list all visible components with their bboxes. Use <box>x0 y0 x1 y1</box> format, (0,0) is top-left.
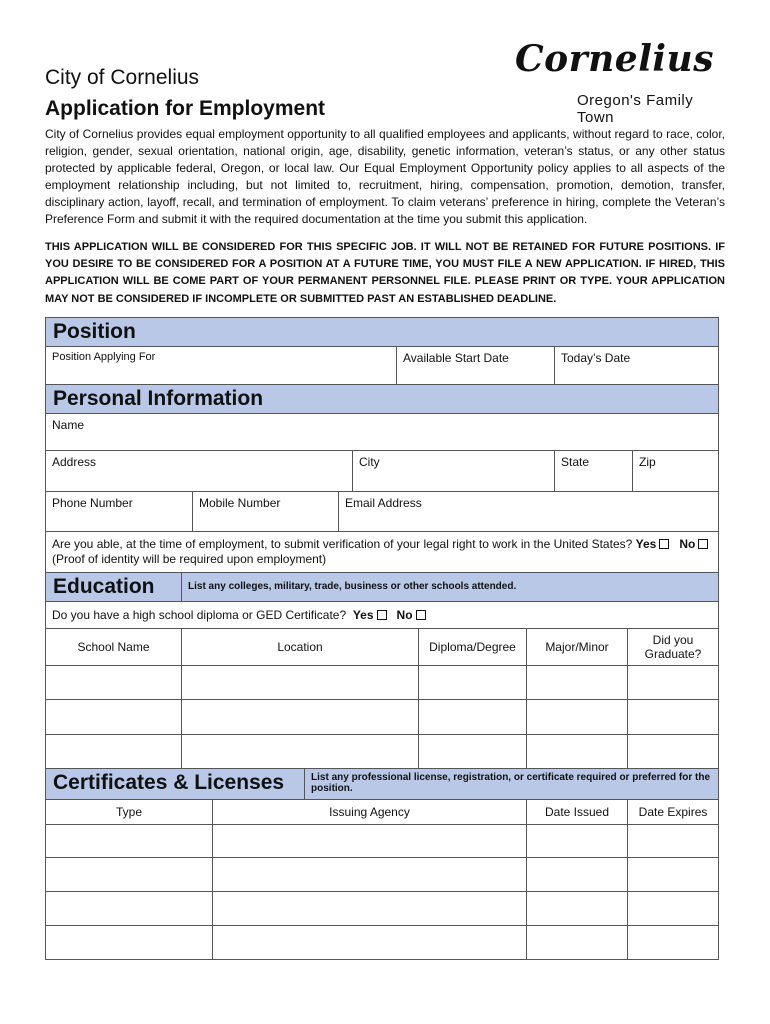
zip-label: Zip <box>639 455 656 469</box>
diploma-degree-cell[interactable] <box>419 700 527 735</box>
address-label: Address <box>52 455 97 469</box>
personal-section-header <box>46 385 719 414</box>
application-notice: THIS APPLICATION WILL BE CONSIDERED FOR THIS SPECIFIC JOB. IT WILL NOT BE RETAINED FOR FUTURE POSITIONS. IF YOU DESIRE TO BE CONSIDERED FOR A POSITION AT A FUTURE TIME, YOU MUST FILE A NEW APPLICATION. IF HIRED, THIS APPLICATION WILL BE COME PART OF YOUR PERMANENT PERSONNEL FILE. PLEASE PRINT OR TYPE. YOUR APPLICATION MAY NOT BE CONSIDERED IF INCOMPLETE OR SUBMITTED PAST AN ESTABLISHED DEADLINE. <box>45 241 725 305</box>
cornelius-logo <box>515 38 715 126</box>
issuing-agency-cell[interactable] <box>213 892 527 926</box>
graduated-cell[interactable] <box>628 735 719 770</box>
education-row <box>46 700 719 735</box>
city-name: City of Cornelius <box>45 66 200 89</box>
diploma-question-row <box>46 602 719 629</box>
certificate-row <box>46 892 719 926</box>
date-issued-cell[interactable] <box>527 825 628 858</box>
name-label: Name <box>52 418 85 432</box>
diploma-no-checkbox[interactable] <box>416 610 426 620</box>
todays-date-field[interactable] <box>555 347 719 385</box>
certificates-note: List any professional license, registration, or certificate required or preferred for the position. <box>311 772 711 794</box>
education-note-cell <box>182 573 719 602</box>
location-cell[interactable] <box>182 735 419 770</box>
issuing-agency-cell[interactable] <box>213 926 527 960</box>
work-eligibility-question: Are you able, at the time of employment, to submit verification of your legal right to work in the United States? <box>52 537 633 551</box>
position-section-header <box>46 318 719 347</box>
major-minor-cell[interactable] <box>527 735 628 770</box>
position-applying-for-label: Position Applying For <box>52 351 156 363</box>
education-note: List any colleges, military, trade, business or other schools attended. <box>188 581 517 592</box>
available-start-date-field[interactable] <box>397 347 555 385</box>
date-expires-header: Date Expires <box>628 800 719 825</box>
eeo-statement: City of Cornelius provides equal employment opportunity to all qualified employees and applicants, without regard to race, color, religion, gender, sexual orientation, national origin, age, disability, genetic information, veteran’s status, or any other status protected by applicable federal, Oregon, or local law. Our Equal Employment Opportunity policy applies to all aspects of the employment relationship including, but not limited to, recruitment, hiring, compensation, promotion, demotion, transfer, disciplinary action, layoff, recall, and termination of employment. To claim veterans’ preference in hiring, complete the Veteran’s Preference Form and submit it with the required documentation at the time you submit this application. <box>45 127 725 226</box>
personal-heading: Personal Information <box>53 387 264 410</box>
location-header: Location <box>182 629 419 666</box>
diploma-degree-cell[interactable] <box>419 666 527 700</box>
major-minor-cell[interactable] <box>527 666 628 700</box>
work-eligibility-row <box>46 532 719 573</box>
diploma-yes-label: Yes <box>352 608 374 622</box>
work-no-label: No <box>679 537 696 551</box>
diploma-question: Do you have a high school diploma or GED Certificate? <box>52 608 347 622</box>
diploma-yes-checkbox[interactable] <box>377 610 387 620</box>
graduated-cell[interactable] <box>628 666 719 700</box>
city-field[interactable] <box>353 451 555 492</box>
mobile-number-field[interactable] <box>193 492 339 532</box>
phone-number-field[interactable] <box>46 492 193 532</box>
certificates-heading: Certificates & Licenses <box>53 771 285 794</box>
email-address-field[interactable] <box>339 492 719 532</box>
location-cell[interactable] <box>182 666 419 700</box>
education-row <box>46 666 719 700</box>
issuing-agency-header: Issuing Agency <box>213 800 527 825</box>
todays-date-label: Today’s Date <box>561 351 631 365</box>
major-minor-header: Major/Minor <box>527 629 628 666</box>
available-start-date-label: Available Start Date <box>403 351 509 365</box>
name-field[interactable] <box>46 414 719 451</box>
education-table <box>45 572 719 770</box>
issuing-agency-cell[interactable] <box>213 858 527 892</box>
school-name-cell[interactable] <box>46 735 182 770</box>
work-no-checkbox[interactable] <box>698 539 708 549</box>
graduated-cell[interactable] <box>628 700 719 735</box>
diploma-no-label: No <box>396 608 413 622</box>
state-label: State <box>561 455 590 469</box>
diploma-degree-cell[interactable] <box>419 735 527 770</box>
date-expires-cell[interactable] <box>628 825 719 858</box>
education-heading: Education <box>53 575 155 598</box>
position-heading: Position <box>53 320 136 343</box>
certificate-row <box>46 825 719 858</box>
state-field[interactable] <box>555 451 633 492</box>
city-label: City <box>359 455 380 469</box>
date-issued-cell[interactable] <box>527 892 628 926</box>
major-minor-cell[interactable] <box>527 700 628 735</box>
date-issued-cell[interactable] <box>527 858 628 892</box>
mobile-number-label: Mobile Number <box>199 496 281 510</box>
logo-wordmark: Cornelius <box>515 38 715 80</box>
date-issued-header: Date Issued <box>527 800 628 825</box>
certificates-section-header <box>46 769 305 800</box>
education-row <box>46 735 719 770</box>
date-issued-cell[interactable] <box>527 926 628 960</box>
location-cell[interactable] <box>182 700 419 735</box>
phone-number-label: Phone Number <box>52 496 133 510</box>
work-yes-checkbox[interactable] <box>659 539 669 549</box>
graduated-header: Did you Graduate? <box>628 629 719 666</box>
date-expires-cell[interactable] <box>628 858 719 892</box>
issuing-agency-cell[interactable] <box>213 825 527 858</box>
school-name-cell[interactable] <box>46 700 182 735</box>
date-expires-cell[interactable] <box>628 892 719 926</box>
certificate-row <box>46 858 719 892</box>
logo-tagline: Oregon's Family Town <box>577 92 694 126</box>
type-cell[interactable] <box>46 825 213 858</box>
zip-field[interactable] <box>633 451 719 492</box>
school-name-header: School Name <box>46 629 182 666</box>
proof-of-identity-note: (Proof of identity will be required upon employment) <box>52 552 327 566</box>
certificates-table <box>45 768 719 960</box>
position-applying-for-field[interactable] <box>46 347 397 385</box>
type-header: Type <box>46 800 213 825</box>
email-address-label: Email Address <box>345 496 422 510</box>
diploma-degree-header: Diploma/Degree <box>419 629 527 666</box>
address-field[interactable] <box>46 451 353 492</box>
work-yes-label: Yes <box>635 537 657 551</box>
type-cell[interactable] <box>46 892 213 926</box>
education-section-header <box>46 573 182 602</box>
school-name-cell[interactable] <box>46 666 182 700</box>
page-title: Application for Employment <box>45 97 326 120</box>
position-personal-table <box>45 317 719 573</box>
type-cell[interactable] <box>46 926 213 960</box>
certificates-note-cell <box>305 769 719 800</box>
type-cell[interactable] <box>46 858 213 892</box>
certificate-row <box>46 926 719 960</box>
date-expires-cell[interactable] <box>628 926 719 960</box>
